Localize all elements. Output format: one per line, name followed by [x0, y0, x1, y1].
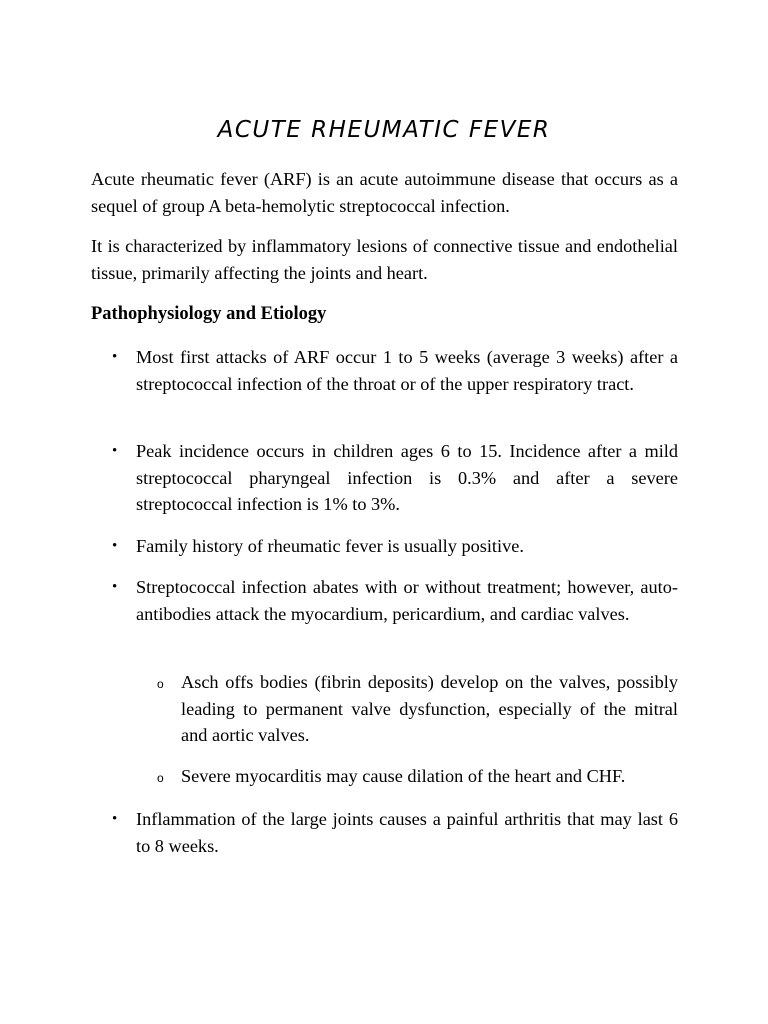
list-item — [112, 574, 678, 627]
section-heading: Pathophysiology and Etiology — [91, 304, 327, 324]
list-item — [112, 438, 678, 518]
intro-paragraph: Acute rheumatic fever (ARF) is an acute autoimmune disease that occurs as a sequel of group A beta-hemolytic streptococcal infection. — [91, 169, 678, 216]
bullet-icon: • — [112, 538, 118, 554]
sub-list-item-text: Asch offs bodies (fibrin deposits) develop on the valves, possibly leading to permanent valve dysfunction, especially of the mitral and aortic valves. — [181, 672, 678, 745]
sub-list-item — [157, 669, 678, 749]
list-item — [112, 806, 678, 859]
bullet-icon: • — [112, 811, 118, 827]
list-item-text: Peak incidence occurs in children ages 6 to 15. Incidence after a mild streptococcal pharyngeal infection is 0.3% and after a severe streptococcal infection is 1% to 3%. — [136, 441, 678, 514]
bullet-icon: • — [112, 349, 118, 365]
description-paragraph: It is characterized by inflammatory lesions of connective tissue and endothelial tissue, primarily affecting the joints and heart. — [91, 236, 678, 283]
list-item-text: Most first attacks of ARF occur 1 to 5 weeks (average 3 weeks) after a streptococcal infection of the throat or of the upper respiratory tract. — [136, 347, 678, 394]
sub-bullet-icon: o — [157, 771, 164, 785]
list-item — [112, 533, 678, 560]
sub-bullet-icon: o — [157, 677, 164, 691]
list-item-text: Inflammation of the large joints causes a painful arthritis that may last 6 to 8 weeks. — [136, 809, 678, 856]
document-title: ACUTE RHEUMATIC FEVER — [217, 117, 551, 143]
list-item-text: Streptococcal infection abates with or without treatment; however, auto-antibodies attack the myocardium, pericardium, and cardiac valves. — [136, 577, 678, 624]
sub-list-item — [157, 763, 678, 790]
list-item — [112, 344, 678, 397]
bullet-icon: • — [112, 443, 118, 459]
bullet-icon: • — [112, 579, 118, 595]
sub-list-item-text: Severe myocarditis may cause dilation of the heart and CHF. — [181, 766, 626, 786]
list-item-text: Family history of rheumatic fever is usually positive. — [136, 536, 524, 556]
